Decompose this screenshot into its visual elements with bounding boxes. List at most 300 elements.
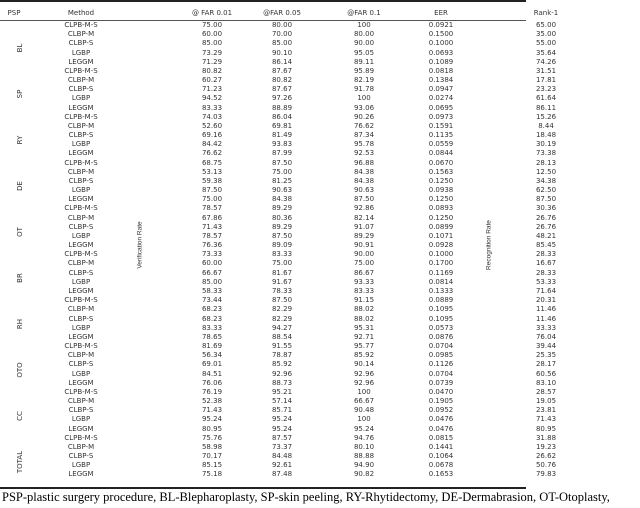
cell-rank1: 19.23: [535, 442, 557, 451]
table-row: [0, 30, 557, 39]
cell-eer: 0.0678: [428, 461, 454, 470]
cell-method: CLBP-M: [67, 259, 95, 268]
cell-method: LEGGM: [68, 424, 94, 433]
cell-far-01: 90.00: [353, 39, 375, 48]
cell-method: CLBP-M: [67, 351, 95, 360]
cell-eer: 0.1000: [428, 250, 454, 259]
cell-method: CLBP-S: [68, 360, 94, 369]
table-row: [0, 461, 557, 470]
cell-method: CLBP-M: [67, 397, 95, 406]
cell-rank1: 28.13: [535, 158, 557, 167]
cell-far-001: 76.19: [201, 387, 223, 396]
cell-far-01: 91.07: [353, 222, 375, 231]
cell-eer: 0.1653: [428, 470, 454, 479]
cell-rank1: 26.62: [535, 452, 557, 461]
cell-far-001: 69.16: [201, 131, 223, 140]
table-row: [0, 21, 557, 30]
cell-far-005: 85.00: [271, 39, 293, 48]
cell-far-001: 83.33: [201, 323, 223, 332]
cell-far-01: 95.05: [353, 48, 375, 57]
cell-far-005: 85.71: [271, 406, 293, 415]
cell-method: LGBP: [71, 140, 91, 149]
cell-rank1: 23.81: [535, 406, 557, 415]
cell-far-005: 91.67: [271, 277, 293, 286]
cell-far-001: 58.33: [201, 286, 223, 295]
cell-rank1: 28.33: [535, 268, 557, 277]
psp-group-label: TOTAL: [16, 450, 24, 473]
cell-eer: 0.0814: [428, 277, 454, 286]
cell-far-001: 95.24: [201, 415, 223, 424]
cell-eer: 0.1250: [428, 213, 454, 222]
cell-far-005: 80.82: [271, 76, 293, 85]
cell-far-005: 87.50: [271, 296, 293, 305]
cell-far-005: 75.00: [271, 259, 293, 268]
cell-far-001: 75.76: [201, 433, 223, 442]
cell-method: CLBP-M: [67, 121, 95, 130]
cell-method: CLPB-M-S: [64, 387, 98, 396]
cell-far-001: 68.23: [201, 314, 223, 323]
cell-far-01: 86.67: [353, 268, 375, 277]
cell-method: LEGGM: [68, 470, 94, 479]
cell-method: CLPB-M-S: [64, 433, 98, 442]
cell-far-005: 81.25: [271, 176, 293, 185]
cell-far-01: 100: [357, 94, 371, 103]
cell-far-001: 66.67: [201, 268, 223, 277]
cell-far-01: 91.15: [353, 296, 375, 305]
cell-far-001: 68.23: [201, 305, 223, 314]
cell-far-01: 87.50: [353, 195, 375, 204]
table-row: [0, 433, 557, 443]
cell-far-01: 95.78: [353, 140, 375, 149]
cell-method: CLBP-S: [68, 131, 94, 140]
cell-eer: 0.1071: [428, 231, 454, 240]
cell-far-01: 90.82: [353, 470, 375, 479]
cell-far-01: 94.90: [353, 461, 375, 470]
cell-far-005: 90.10: [271, 48, 293, 57]
table-row: [0, 397, 557, 406]
cell-far-01: 83.33: [353, 286, 375, 295]
cell-method: LEGGM: [68, 332, 94, 341]
header-far-01: @FAR 0.1: [347, 9, 381, 17]
cell-method: LGBP: [71, 48, 91, 57]
cell-far-001: 60.27: [201, 76, 223, 85]
cell-far-001: 78.57: [201, 204, 223, 213]
cell-far-005: 85.92: [271, 360, 293, 369]
cell-method: CLPB-M-S: [64, 342, 98, 351]
cell-rank1: 76.04: [535, 332, 557, 341]
table-row: [0, 369, 557, 379]
table-row: [0, 176, 557, 186]
cell-far-005: 88.89: [271, 103, 293, 112]
cell-far-01: 87.34: [353, 131, 375, 140]
table-row: [0, 332, 557, 342]
cell-method: LEGGM: [68, 195, 94, 204]
cell-rank1: 53.33: [535, 277, 557, 286]
cell-far-01: 95.24: [353, 424, 375, 433]
cell-eer: 0.0876: [428, 332, 454, 341]
cell-far-001: 71.23: [201, 85, 223, 94]
cell-far-005: 95.24: [271, 424, 293, 433]
cell-far-005: 69.81: [271, 121, 293, 130]
cell-far-005: 70.00: [271, 30, 293, 39]
table-row: [0, 406, 557, 415]
cell-eer: 0.0947: [428, 85, 454, 94]
table-row: [0, 277, 557, 287]
cell-rank1: 48.21: [535, 231, 557, 240]
cell-far-001: 67.86: [201, 213, 223, 222]
cell-far-001: 74.03: [201, 112, 223, 121]
cell-far-005: 93.83: [271, 140, 293, 149]
psp-group-label: DE: [16, 181, 24, 192]
cell-method: LGBP: [71, 415, 91, 424]
cell-far-01: 95.77: [353, 342, 375, 351]
cell-eer: 0.0573: [428, 323, 454, 332]
cell-far-005: 73.37: [271, 442, 293, 451]
cell-eer: 0.1563: [428, 167, 454, 176]
cell-far-001: 59.38: [201, 176, 223, 185]
cell-method: CLBP-M: [67, 30, 95, 39]
cell-far-001: 69.01: [201, 360, 223, 369]
psp-group-label: BL: [16, 44, 24, 53]
cell-eer: 0.1126: [428, 360, 454, 369]
cell-far-01: 92.86: [353, 204, 375, 213]
cell-method: CLBP-S: [68, 85, 94, 94]
cell-rank1: 18.48: [535, 131, 557, 140]
cell-method: LGBP: [71, 94, 91, 103]
cell-far-005: 88.73: [271, 378, 293, 387]
table-row: [0, 66, 557, 76]
table-row: [0, 314, 557, 324]
cell-far-001: 94.52: [201, 94, 223, 103]
cell-eer: 0.1250: [428, 176, 454, 185]
cell-method: CLBP-S: [68, 314, 94, 323]
cell-far-001: 84.51: [201, 369, 223, 378]
cell-method: CLPB-M-S: [64, 250, 98, 259]
table-row: [0, 351, 557, 360]
cell-far-01: 100: [357, 387, 371, 396]
psp-group-label: RY: [16, 135, 24, 145]
cell-far-001: 53.13: [201, 167, 223, 176]
cell-far-001: 71.29: [201, 57, 223, 66]
table-row: [0, 213, 557, 223]
cell-method: LGBP: [71, 231, 91, 240]
cell-far-005: 97.26: [271, 94, 293, 103]
cell-eer: 0.0889: [428, 296, 454, 305]
table-caption: PSP-plastic surgery procedure, BL-Blepharoplasty, SP-skin peeling, RY-Rhytidectomy, DE-Dermabrasion, OT-Otoplasty,: [2, 490, 610, 504]
cell-far-005: 81.49: [271, 131, 293, 140]
cell-rank1: 19.05: [535, 397, 557, 406]
cell-method: CLBP-M: [67, 76, 95, 85]
cell-rank1: 61.64: [535, 94, 557, 103]
table-row: [0, 112, 557, 122]
cell-far-001: 52.38: [201, 397, 223, 406]
cell-rank1: 86.11: [535, 103, 557, 112]
cell-rank1: 20.31: [535, 296, 557, 305]
cell-far-001: 75.18: [201, 470, 223, 479]
cell-far-005: 94.27: [271, 323, 293, 332]
cell-far-01: 88.02: [353, 305, 375, 314]
cell-rank1: 79.83: [535, 470, 557, 479]
cell-far-01: 88.88: [353, 452, 375, 461]
table-row: [0, 259, 557, 268]
table-row: [0, 387, 557, 397]
cell-method: CLBP-M: [67, 167, 95, 176]
cell-eer: 0.1135: [428, 131, 454, 140]
table-row: [0, 241, 557, 250]
cell-far-005: 82.29: [271, 314, 293, 323]
cell-far-01: 66.67: [353, 397, 375, 406]
cell-method: LEGGM: [68, 149, 94, 158]
cell-method: LEGGM: [68, 57, 94, 66]
cell-far-001: 80.82: [201, 66, 223, 75]
cell-far-01: 80.00: [353, 30, 375, 39]
table-row: [0, 158, 557, 168]
cell-far-001: 85.00: [201, 277, 223, 286]
cell-eer: 0.0476: [428, 424, 454, 433]
cell-far-005: 92.96: [271, 369, 293, 378]
cell-far-01: 93.06: [353, 103, 375, 112]
cell-eer: 0.1000: [428, 39, 454, 48]
cell-far-001: 60.00: [201, 30, 223, 39]
psp-group-label: SP: [16, 90, 24, 99]
cell-far-01: 96.88: [353, 158, 375, 167]
cell-far-01: 91.78: [353, 85, 375, 94]
cell-eer: 0.0693: [428, 48, 454, 57]
table-row: [0, 250, 557, 259]
cell-rank1: 65.00: [535, 21, 557, 29]
cell-far-001: 75.00: [201, 195, 223, 204]
cell-far-001: 80.95: [201, 424, 223, 433]
cell-rank1: 71.43: [535, 415, 557, 424]
table-row: [0, 442, 557, 452]
cell-eer: 0.0899: [428, 222, 454, 231]
cell-method: LEGGM: [68, 241, 94, 250]
cell-far-01: 92.96: [353, 369, 375, 378]
psp-group-label: RH: [16, 318, 24, 329]
cell-far-005: 78.87: [271, 351, 293, 360]
verification-rate-label: Verification Rate: [136, 221, 144, 269]
cell-eer: 0.0704: [428, 342, 454, 351]
cell-rank1: 23.23: [535, 85, 557, 94]
cell-eer: 0.0893: [428, 204, 454, 213]
cell-method: CLBP-S: [68, 39, 94, 48]
cell-eer: 0.0973: [428, 112, 454, 121]
cell-far-001: 60.00: [201, 259, 223, 268]
cell-far-01: 92.71: [353, 332, 375, 341]
cell-method: CLPB-M-S: [64, 296, 98, 305]
cell-rank1: 28.57: [535, 387, 557, 396]
cell-far-01: 90.00: [353, 250, 375, 259]
cell-far-005: 88.54: [271, 332, 293, 341]
table-row: [0, 424, 557, 434]
cell-far-01: 94.76: [353, 433, 375, 442]
cell-method: LGBP: [71, 323, 91, 332]
table-row: [0, 231, 557, 241]
cell-eer: 0.0739: [428, 378, 454, 387]
cell-far-01: 84.38: [353, 167, 375, 176]
cell-method: CLBP-S: [68, 406, 94, 415]
table-row: [0, 121, 554, 131]
cell-method: CLBP-S: [68, 176, 94, 185]
cell-far-005: 92.61: [271, 461, 293, 470]
cell-rank1: 28.17: [535, 360, 557, 369]
cell-eer: 0.1700: [428, 259, 454, 268]
cell-method: CLBP-S: [68, 452, 94, 461]
table-body: [0, 21, 557, 480]
table-row: [0, 149, 557, 158]
cell-far-001: 52.60: [201, 121, 223, 130]
cell-rank1: 16.67: [535, 259, 557, 268]
cell-far-01: 89.29: [353, 231, 375, 240]
cell-far-01: 89.11: [353, 57, 375, 66]
cell-eer: 0.1095: [428, 305, 454, 314]
cell-far-01: 95.89: [353, 66, 375, 75]
cell-eer: 0.1089: [428, 57, 454, 66]
header-method: Method: [67, 9, 95, 17]
table-header: [0, 8, 559, 20]
cell-far-01: 90.91: [353, 241, 375, 250]
cell-method: CLPB-M-S: [64, 204, 98, 213]
cell-eer: 0.1250: [428, 195, 454, 204]
cell-far-001: 56.34: [201, 351, 223, 360]
table-row: [0, 268, 557, 278]
cell-far-001: 73.29: [201, 48, 223, 57]
cell-eer: 0.0921: [428, 21, 454, 29]
cell-far-01: 90.48: [353, 406, 375, 415]
cell-far-001: 68.75: [201, 158, 223, 167]
cell-rank1: 60.56: [535, 369, 557, 378]
cell-rank1: 8.44: [538, 121, 554, 130]
cell-far-005: 87.67: [271, 66, 293, 75]
table-row: [0, 85, 557, 94]
cell-far-005: 89.09: [271, 241, 293, 250]
cell-far-01: 80.10: [353, 442, 375, 451]
table-top-rule: [0, 0, 526, 2]
cell-far-01: 88.02: [353, 314, 375, 323]
cell-far-001: 71.43: [201, 222, 223, 231]
cell-rank1: 30.36: [535, 204, 557, 213]
cell-rank1: 31.88: [535, 433, 557, 442]
cell-far-005: 87.48: [271, 470, 293, 479]
cell-method: CLBP-S: [68, 268, 94, 277]
cell-eer: 0.1500: [428, 30, 454, 39]
cell-far-001: 78.57: [201, 231, 223, 240]
cell-far-005: 91.55: [271, 342, 293, 351]
cell-method: LGBP: [71, 461, 91, 470]
table-row: [0, 222, 557, 232]
cell-eer: 0.1169: [428, 268, 454, 277]
cell-rank1: 55.00: [535, 39, 557, 48]
cell-far-005: 95.21: [271, 387, 293, 396]
psp-group-label: OTO: [16, 362, 24, 378]
cell-far-005: 84.48: [271, 452, 293, 461]
cell-method: CLPB-M-S: [64, 158, 98, 167]
cell-eer: 0.0695: [428, 103, 454, 112]
cell-far-005: 89.29: [271, 222, 293, 231]
cell-far-005: 75.00: [271, 167, 293, 176]
cell-eer: 0.0476: [428, 415, 454, 424]
cell-far-01: 90.63: [353, 186, 375, 195]
cell-far-001: 85.15: [201, 461, 223, 470]
cell-far-001: 73.44: [201, 296, 223, 305]
cell-rank1: 73.38: [535, 149, 557, 158]
cell-far-01: 76.62: [353, 121, 375, 130]
cell-eer: 0.0818: [428, 66, 454, 75]
table-row: [0, 94, 557, 103]
cell-far-01: 85.92: [353, 351, 375, 360]
cell-rank1: 80.95: [535, 424, 557, 433]
cell-rank1: 71.64: [535, 286, 557, 295]
cell-far-001: 76.62: [201, 149, 223, 158]
header-rank1: Rank-1: [533, 9, 559, 17]
cell-far-01: 90.14: [353, 360, 375, 369]
cell-eer: 0.0952: [428, 406, 454, 415]
cell-far-001: 87.50: [201, 186, 223, 195]
cell-method: CLPB-M-S: [64, 21, 98, 29]
table-row: [0, 140, 557, 149]
cell-method: CLBP-M: [67, 442, 95, 451]
cell-far-005: 57.14: [271, 397, 293, 406]
cell-rank1: 33.33: [535, 323, 557, 332]
cell-method: LGBP: [71, 186, 91, 195]
cell-far-01: 93.33: [353, 277, 375, 286]
cell-rank1: 62.50: [535, 186, 557, 195]
cell-far-01: 92.96: [353, 378, 375, 387]
cell-eer: 0.0274: [428, 94, 454, 103]
table-row: [0, 76, 557, 85]
cell-far-001: 71.43: [201, 406, 223, 415]
cell-far-005: 78.33: [271, 286, 293, 295]
table-row: [0, 186, 557, 195]
cell-method: CLPB-M-S: [64, 66, 98, 75]
cell-far-001: 76.36: [201, 241, 223, 250]
table-row: [0, 103, 557, 113]
cell-far-001: 81.69: [201, 342, 223, 351]
cell-far-001: 85.00: [201, 39, 223, 48]
cell-method: CLBP-M: [67, 213, 95, 222]
cell-method: LGBP: [71, 369, 91, 378]
cell-rank1: 87.50: [535, 195, 557, 204]
cell-eer: 0.1591: [428, 121, 454, 130]
cell-method: LEGGM: [68, 286, 94, 295]
table-bottom-rule: [0, 487, 526, 489]
cell-eer: 0.0844: [428, 149, 454, 158]
cell-eer: 0.1095: [428, 314, 454, 323]
recognition-rate-label: Recognition Rate: [485, 220, 493, 270]
cell-far-01: 100: [357, 415, 371, 424]
cell-method: LEGGM: [68, 378, 94, 387]
cell-eer: 0.0559: [428, 140, 454, 149]
cell-rank1: 35.64: [535, 48, 557, 57]
cell-far-005: 87.50: [271, 231, 293, 240]
cell-rank1: 74.26: [535, 57, 557, 66]
psp-group-label: CC: [16, 410, 24, 421]
cell-far-001: 73.33: [201, 250, 223, 259]
cell-far-01: 84.38: [353, 176, 375, 185]
cell-eer: 0.0815: [428, 433, 454, 442]
cell-method: CLPB-M-S: [64, 112, 98, 121]
cell-rank1: 26.76: [535, 222, 557, 231]
table-row: [0, 195, 557, 204]
cell-far-001: 75.00: [201, 21, 223, 29]
header-far-005: @FAR 0.05: [263, 9, 301, 17]
cell-rank1: 15.26: [535, 112, 557, 121]
table-row: [0, 470, 557, 479]
table-row: [0, 360, 557, 369]
cell-eer: 0.1064: [428, 452, 454, 461]
table-row: [0, 378, 557, 388]
cell-far-01: 82.14: [353, 213, 375, 222]
